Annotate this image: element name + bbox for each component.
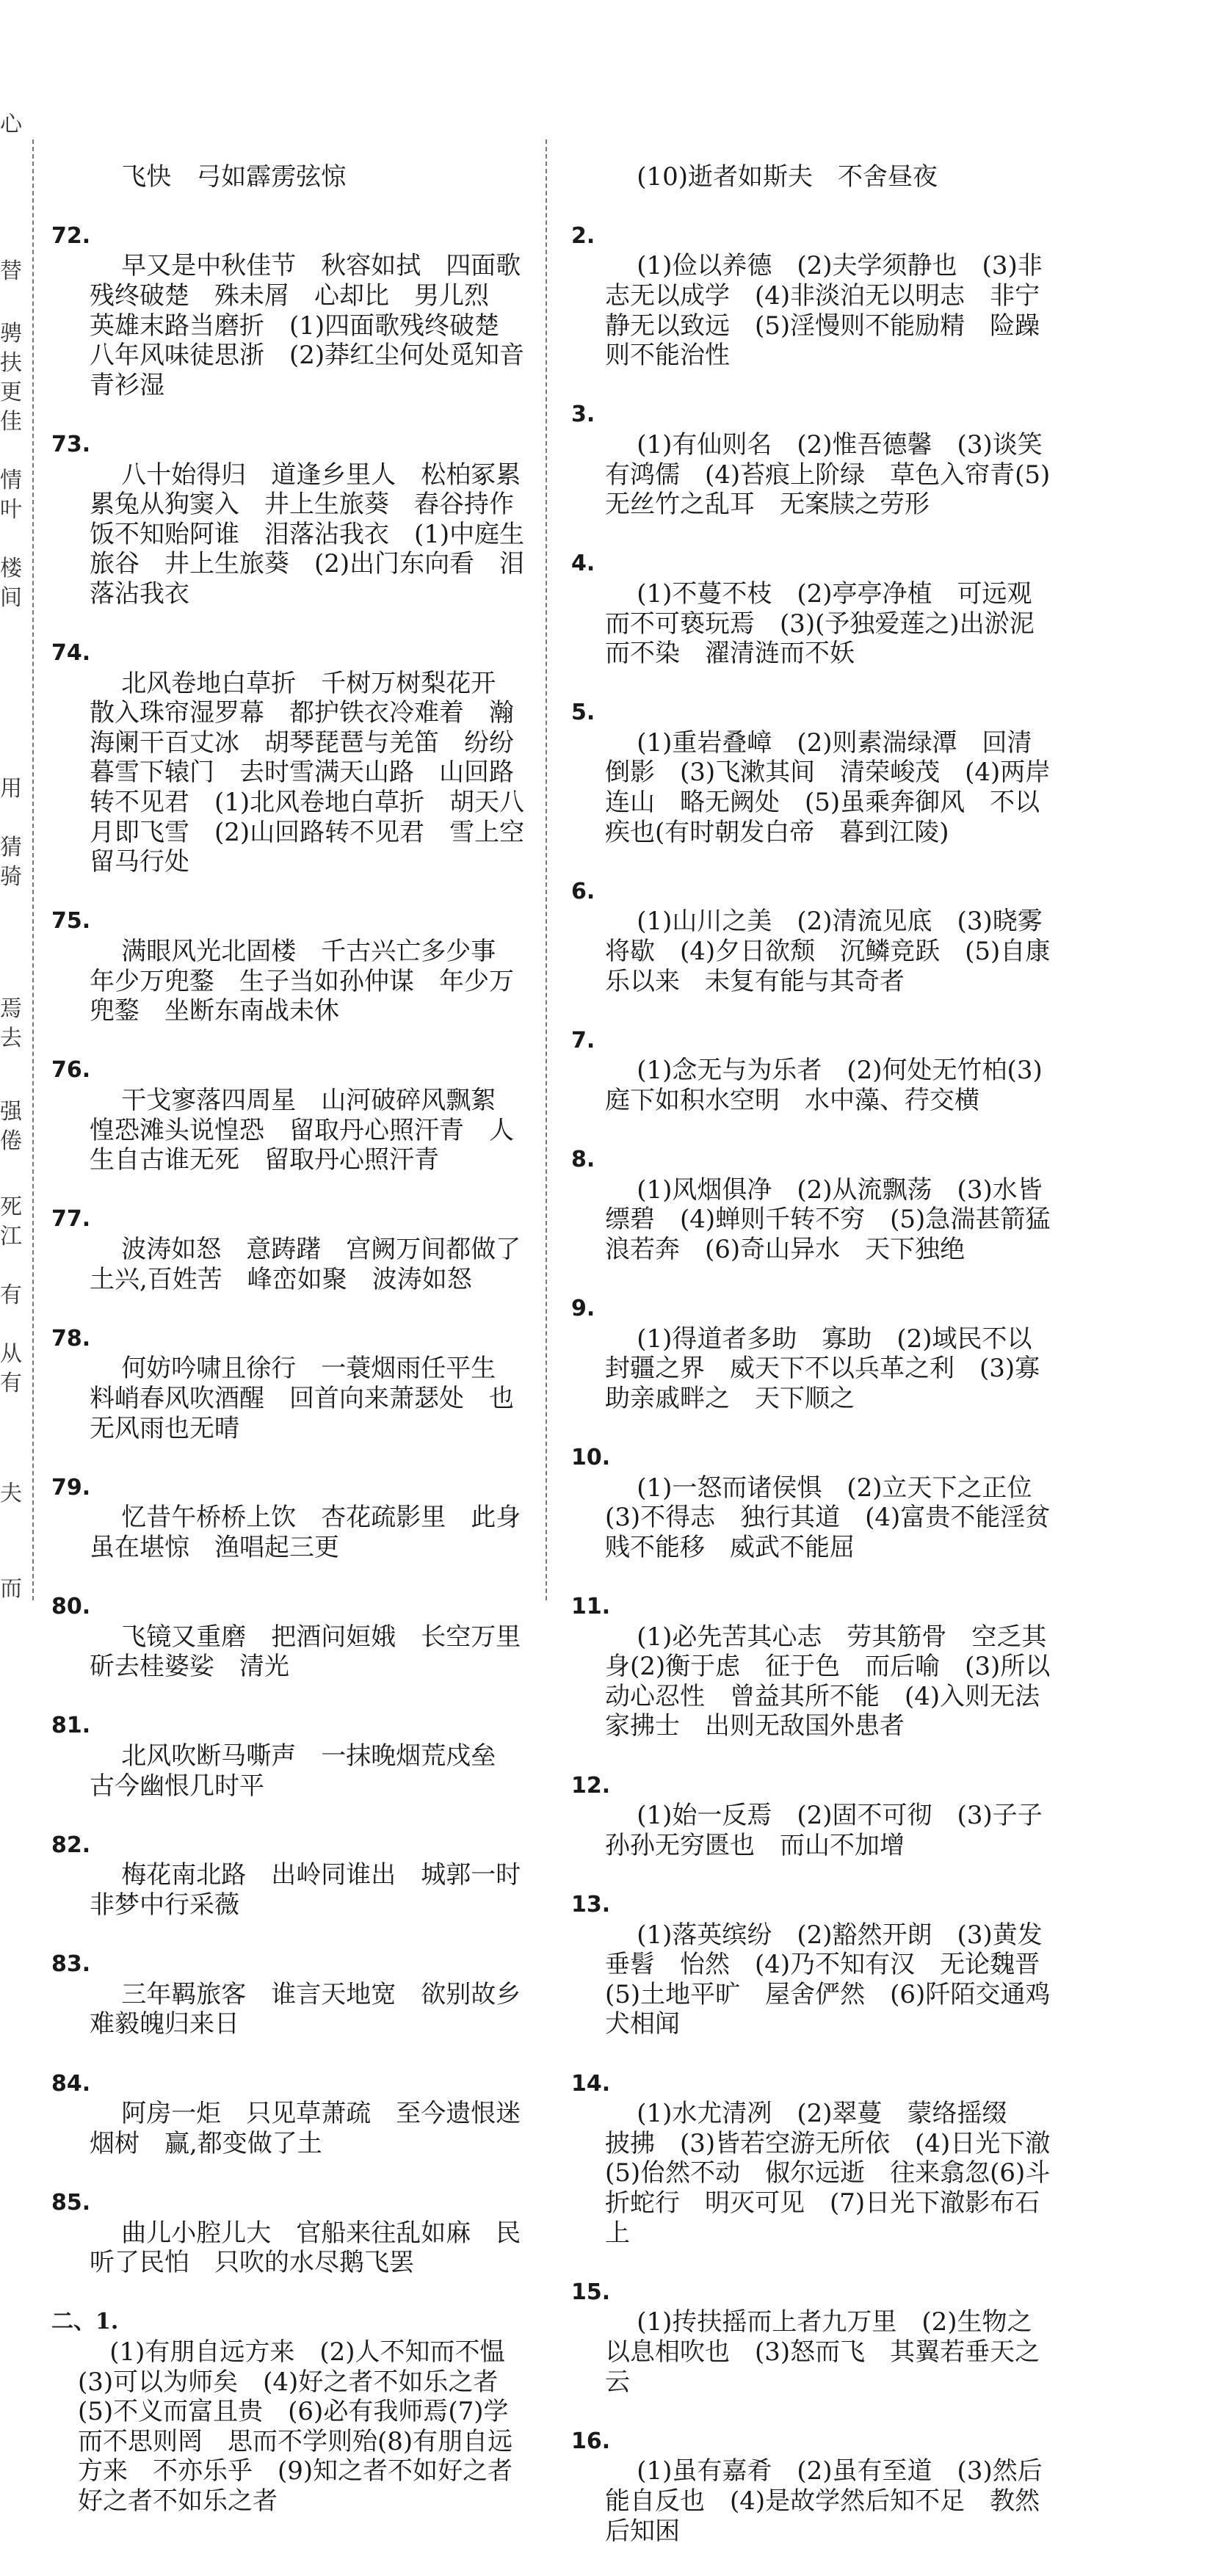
answer-entry (571, 1145, 1056, 1294)
answer-number: 79. (51, 1474, 91, 1501)
answer-number: 2. (571, 222, 595, 249)
edge-glyph: 更 (0, 380, 22, 405)
edge-glyph: 倦 (0, 1128, 22, 1154)
column-divider-middle (546, 139, 547, 1600)
answer-text: 三年羁旅客 谁言天地宽 欲别故乡难毅魄归来日 (90, 1979, 521, 2039)
answer-number: 15. (571, 2279, 611, 2305)
answer-number: 11. (571, 1594, 611, 1620)
answer-text: 早又是中秋佳节 秋容如拭 四面歌残终破楚 殊未屑 心却比 男儿烈 英雄末路当磨折 (1)四面歌残终破楚 八年风味徒思浙 (2)莽红尘何处觅知音青衫湿 (90, 251, 525, 400)
answer-text: (1)一怒而诸侯惧 (2)立天下之正位(3)不得志 独行其道 (4)富贵不能淫贫贱不能移 威武不能屈 (605, 1473, 1051, 1562)
edge-glyph: 叶 (0, 497, 22, 523)
answer-number: 16. (571, 2428, 611, 2454)
answer-entry (51, 1950, 527, 2069)
answer-number: 3. (571, 402, 595, 428)
answer-entry (51, 1592, 527, 1711)
edge-glyph: 而 (0, 1576, 22, 1602)
answer-text: (10)逝者如斯夫 不舍昼夜 (637, 162, 938, 192)
answer-entry (571, 1592, 1056, 1771)
answer-number: 81. (51, 1713, 91, 1739)
answer-text: 波涛如怒 意踌躇 宫阙万间都做了土兴,百姓苦 峰峦如聚 波涛如怒 (90, 1234, 521, 1294)
column-divider-left (32, 139, 34, 1600)
edge-glyph: 扶 (0, 350, 22, 376)
answer-text: 曲儿小腔儿大 官船来往乱如麻 民听了民怕 只吹的水尽鹅飞罢 (90, 2218, 521, 2278)
answer-text: 满眼风光北固楼 千古兴亡多少事 年少万兜鍪 生子当如孙仲谋 年少万兜鍪 坐断东南战未休 (90, 937, 521, 1026)
right-answer-column (571, 132, 1056, 2576)
answer-text: 八十始得归 道逢乡里人 松柏冢累累兔从狗窦入 井上生旅葵 舂谷持作饭不知贻阿谁 泪落沾我衣 (1)中庭生旅谷 井上生旅葵 (2)出门东向看 泪落沾我衣 (90, 460, 525, 609)
answer-number: 77. (51, 1206, 91, 1233)
edge-glyph: 楼 (0, 556, 22, 581)
section-number: 二、1. (51, 2309, 119, 2335)
answer-entry (571, 1443, 1056, 1592)
answer-number: 6. (571, 878, 595, 904)
answer-number: 10. (571, 1445, 611, 1471)
answer-entry (571, 2278, 1056, 2427)
edge-glyph: 心 (0, 112, 22, 137)
answer-entry (51, 1831, 527, 1950)
answer-text: (1)必先苦其心志 劳其筋骨 空乏其身(2)衡于虑 征于色 而后喻 (3)所以动心忍性 曾益其所不能 (4)入则无法家拂士 出则无敌国外患者 (605, 1622, 1051, 1741)
answer-entry (51, 907, 527, 1056)
answer-number: 82. (51, 1832, 91, 1858)
answer-number: 72. (51, 222, 91, 249)
answer-text: (1)得道者多助 寡助 (2)域民不以封疆之界 威天下不以兵革之利 (3)寡助亲戚畔之 天下顺之 (605, 1324, 1040, 1413)
edge-glyph: 间 (0, 585, 22, 611)
answer-entry (51, 1473, 527, 1592)
answer-entry (51, 1711, 527, 1830)
answer-number: 74. (51, 640, 91, 667)
answer-text: (1)抟扶摇而上者九万里 (2)生物之以息相吹也 (3)怒而飞 其翼若垂天之云 (605, 2307, 1040, 2397)
edge-glyph: 从 (0, 1341, 22, 1367)
answer-text: (1)虽有嘉肴 (2)虽有至道 (3)然后能自反也 (4)是故学然后知不足 教然后知困 (605, 2456, 1043, 2546)
answer-entry (571, 1890, 1056, 2069)
answer-number: 14. (571, 2070, 611, 2097)
answer-entry (571, 877, 1056, 1026)
answer-entry (571, 400, 1056, 549)
answer-entry (51, 2188, 527, 2307)
answer-text: 梅花南北路 出岭同谁出 城郭一时非梦中行采薇 (90, 1860, 521, 1920)
answer-entry (51, 222, 527, 430)
answer-entry (51, 1056, 527, 1205)
edge-glyph: 夫 (0, 1481, 22, 1506)
edge-glyph: 强 (0, 1099, 22, 1125)
answer-number: 78. (51, 1325, 91, 1352)
answer-entry (51, 430, 527, 639)
answer-text: (1)不蔓不枝 (2)亭亭净植 可远观而不可亵玩焉 (3)(予独爱莲之)出淤泥而不染 濯清涟而不妖 (605, 578, 1035, 669)
answer-number: 84. (51, 2070, 91, 2097)
answer-number: 8. (571, 1147, 595, 1173)
answer-entry (51, 1205, 527, 1324)
answer-entry (571, 222, 1056, 401)
edge-glyph: 焉 (0, 996, 22, 1022)
left-answer-column (51, 132, 538, 2546)
answer-number: 9. (571, 1296, 595, 1322)
answer-number: 5. (571, 700, 595, 726)
edge-glyph: 去 (0, 1026, 22, 1051)
answer-entry (571, 1026, 1056, 1145)
answer-text: (1)念无与为乐者 (2)何处无竹柏(3)庭下如积水空明 水中藻、荇交横 (605, 1056, 1043, 1115)
answer-entry (51, 1324, 527, 1473)
edge-glyph: 骋 (0, 321, 22, 347)
answer-text: 飞镜又重磨 把酒问姮娥 长空万里斫去桂婆娑 清光 (90, 1622, 521, 1682)
edge-glyph: 江 (0, 1224, 22, 1249)
answer-entry (571, 132, 1056, 222)
answer-number: 85. (51, 2189, 91, 2216)
answer-text: 忆昔午桥桥上饮 杏花疏影里 此身虽在堪惊 渔唱起三更 (90, 1503, 521, 1562)
edge-glyph: 猜 (0, 835, 22, 860)
answer-number: 76. (51, 1057, 91, 1084)
answer-text: 何妨吟啸且徐行 一蓑烟雨任平生 料峭春风吹酒醒 回首向来萧瑟处 也无风雨也无晴 (90, 1354, 521, 1443)
answer-number: 83. (51, 1951, 91, 1978)
edge-glyph: 死 (0, 1194, 22, 1220)
answer-entry (51, 2069, 527, 2188)
edge-glyph: 有 (0, 1282, 22, 1308)
answer-text: (1)重岩叠嶂 (2)则素湍绿潭 回清倒影 (3)飞漱其间 清荣峻茂 (4)两岸连山 略无阙处 (5)虽乘奔御风 不以疾也(有时朝发白帝 暮到江陵) (605, 728, 1051, 847)
answer-text: 干戈寥落四周星 山河破碎风飘絮 惶恐滩头说惶恐 留取丹心照汗青 人生自古谁无死 留取丹心照汗青 (90, 1086, 521, 1175)
answer-text: (1)始一反焉 (2)固不可彻 (3)子子孙孙无穷匮也 而山不加增 (605, 1801, 1043, 1860)
edge-glyph: 情 (0, 468, 22, 493)
answer-text: 阿房一炬 只见草萧疏 至今遗恨迷烟树 赢,都变做了土 (90, 2099, 521, 2158)
answer-entry (571, 2427, 1056, 2576)
answer-text: (1)俭以养德 (2)夫学须静也 (3)非志无以成学 (4)非淡泊无以明志 非宁静无以致远 (5)淫慢则不能励精 险躁则不能治性 (605, 251, 1043, 371)
answer-entry (571, 1771, 1056, 1890)
answer-text: (1)水尤清冽 (2)翠蔓 蒙络摇缀 披拂 (3)皆若空游无所依 (4)日光下澈(5)佁然不动 俶尔远逝 往来翕忽(6)斗折蛇行 明灭可见 (7)日光下澈影布石上 (605, 2099, 1051, 2248)
answer-number: 4. (571, 551, 595, 577)
answer-number: 13. (571, 1892, 611, 1918)
answer-entry (571, 698, 1056, 877)
answer-text: (1)山川之美 (2)清流见底 (3)晓雾将歇 (4)夕日欲颓 沉鳞竞跃 (5)自康乐以来 未复有能与其奇者 (605, 907, 1051, 996)
answer-text: (1)落英缤纷 (2)豁然开朗 (3)黄发垂髫 怡然 (4)乃不知有汉 无论魏晋(5)土地平旷 屋舍俨然 (6)阡陌交通鸡犬相闻 (605, 1920, 1051, 2039)
section-two-entry (51, 2307, 538, 2546)
answer-text: (1)有仙则名 (2)惟吾德馨 (3)谈笑有鸿儒 (4)苔痕上阶绿 草色入帘青(5)无丝竹之乱耳 无案牍之劳形 (605, 429, 1051, 520)
answer-text: (1)有朋自远方来 (2)人不知而不愠(3)可以为师矣 (4)好之者不如乐之者(5)不义而富且贵 (6)必有我师焉(7)学而不思则罔 思而不学则殆(8)有朋自远方来 不亦乐乎 (9)知之者不如好之者 好之者不如乐之者 (78, 2337, 538, 2516)
answer-entry (571, 549, 1056, 698)
answer-text: 北风卷地白草折 千树万树梨花开 散入珠帘湿罗幕 都护铁衣冷难着 瀚海阑干百丈冰 胡琴琵琶与羌笛 纷纷暮雪下辕门 去时雪满天山路 山回路转不见君 (1)北风卷地白草折 胡天八月即飞雪 (2)山回路转不见君 雪上空留马行处 (90, 668, 525, 877)
edge-glyph: 替 (0, 258, 22, 284)
answer-entry (51, 639, 527, 907)
edge-glyph: 有 (0, 1371, 22, 1396)
answer-text: (1)风烟俱净 (2)从流飘荡 (3)水皆缥碧 (4)蝉则千转不穷 (5)急湍甚箭猛浪若奔 (6)奇山异水 天下独绝 (605, 1175, 1051, 1264)
answer-entry (51, 132, 527, 222)
answer-number: 7. (571, 1027, 595, 1053)
answer-number: 75. (51, 908, 91, 935)
answer-number: 73. (51, 431, 91, 457)
answer-number: 80. (51, 1594, 91, 1620)
answer-entry (571, 1294, 1056, 1443)
answer-text: 北风吹断马嘶声 一抹晚烟荒戍垒 古今幽恨几时平 (90, 1741, 521, 1801)
answer-entry (571, 2069, 1056, 2278)
edge-glyph: 佳 (0, 409, 22, 435)
edge-glyph: 用 (0, 776, 22, 802)
answer-number: 12. (571, 1772, 611, 1799)
answer-text: 飞快 弓如霹雳弦惊 (121, 162, 347, 192)
edge-glyph: 骑 (0, 864, 22, 890)
